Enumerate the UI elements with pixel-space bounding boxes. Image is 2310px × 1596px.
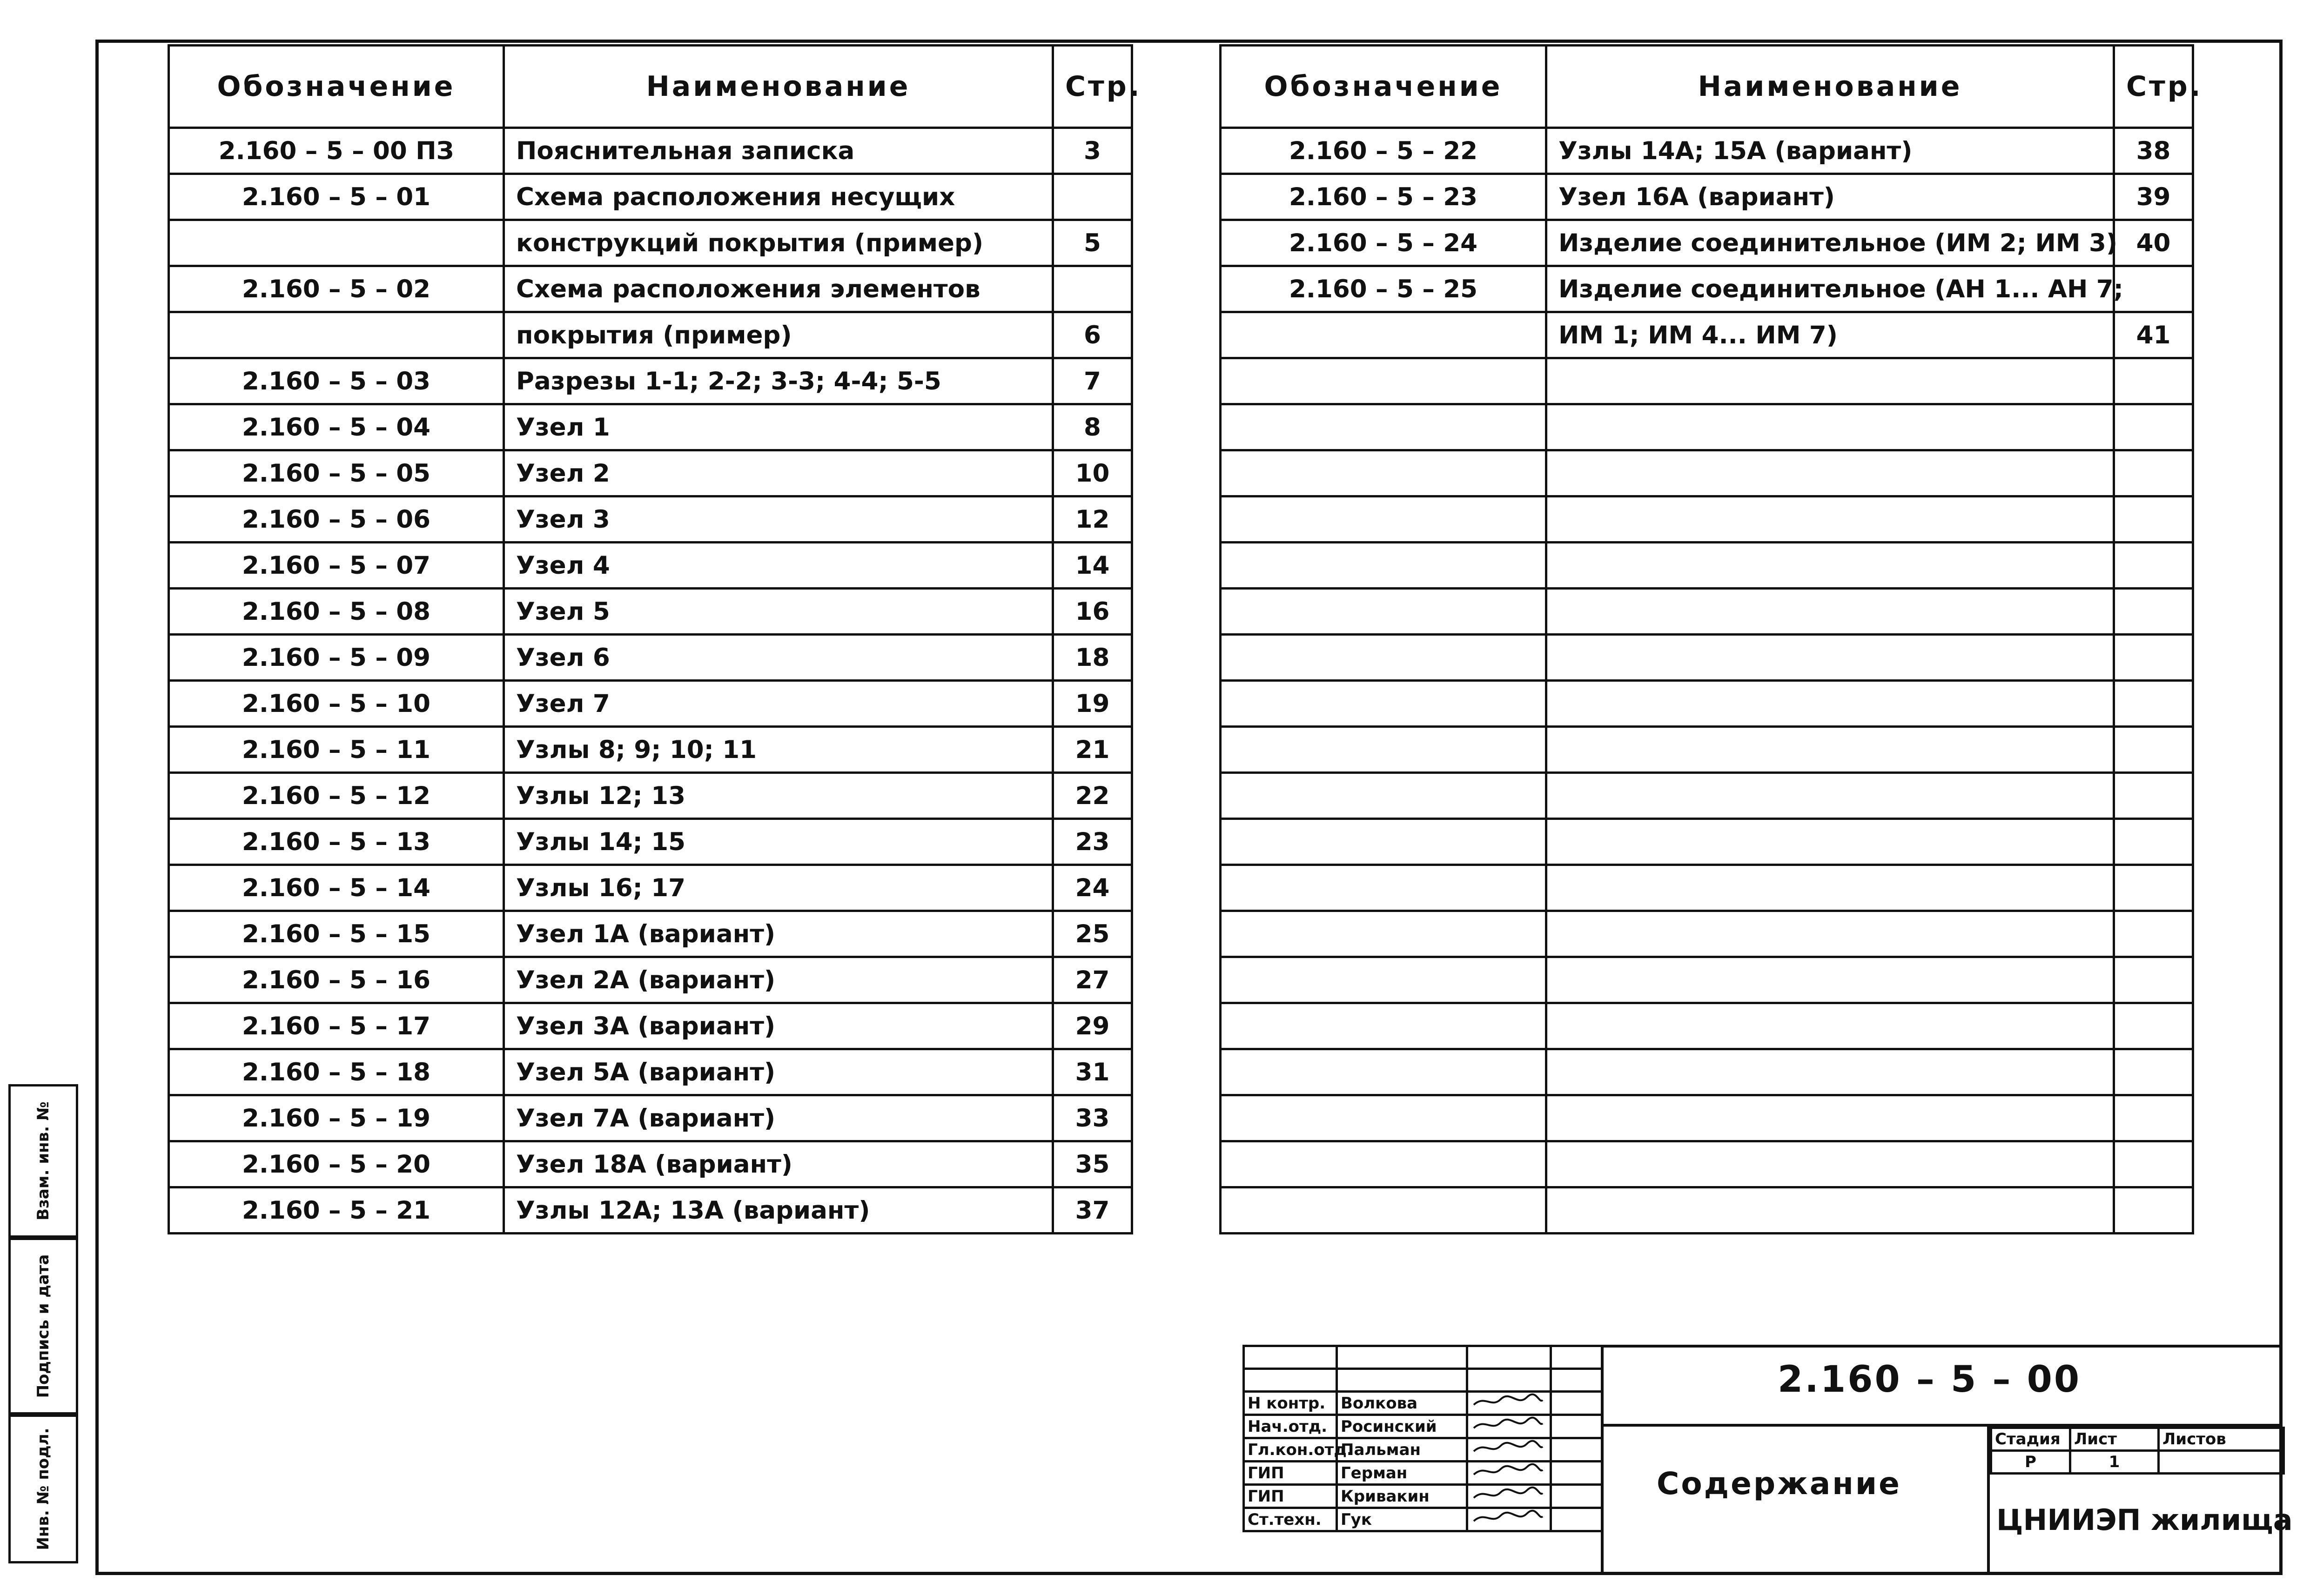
empty-row xyxy=(1221,1095,2193,1141)
row-code: 2.160 – 5 – 16 xyxy=(169,957,504,1003)
sheet-value: 1 xyxy=(2070,1451,2159,1474)
row-page: 24 xyxy=(1053,865,1132,911)
table-row xyxy=(169,496,1132,543)
empty-row xyxy=(1221,358,2193,404)
empty-row xyxy=(1221,773,2193,819)
empty-row xyxy=(1221,957,2193,1003)
document-code: 2.160 – 5 – 00 xyxy=(1778,1359,2082,1401)
row-name: Узел 2А (вариант) xyxy=(504,957,1053,1003)
signature-role: Н контр. xyxy=(1244,1392,1337,1415)
header-page: Стр. xyxy=(1053,46,1132,128)
row-page: 10 xyxy=(1053,450,1132,496)
row-name: Узел 1 xyxy=(504,404,1053,450)
row-page: 6 xyxy=(1053,312,1132,358)
signature-role: Нач.отд. xyxy=(1244,1415,1337,1438)
row-name: Пояснительная записка xyxy=(504,128,1053,174)
table-row xyxy=(169,312,1132,358)
row-page: 14 xyxy=(1053,543,1132,589)
row-page: 3 xyxy=(1053,128,1132,174)
signature-mark xyxy=(1471,1486,1545,1502)
signature-role: ГИП xyxy=(1244,1462,1337,1485)
empty-cell xyxy=(1546,727,2114,773)
empty-cell xyxy=(1546,589,2114,635)
empty-cell xyxy=(1546,1049,2114,1095)
signature-name: Гук xyxy=(1337,1508,1467,1531)
row-name: Узел 18А (вариант) xyxy=(504,1141,1053,1187)
row-code: 2.160 – 5 – 12 xyxy=(169,773,504,819)
row-code xyxy=(1221,312,1546,358)
signature-name: Росинский xyxy=(1337,1415,1467,1438)
row-page: 8 xyxy=(1053,404,1132,450)
row-page: 5 xyxy=(1053,220,1132,266)
table-row xyxy=(169,589,1132,635)
row-code: 2.160 – 5 – 14 xyxy=(169,865,504,911)
empty-cell xyxy=(1546,635,2114,681)
row-page: 35 xyxy=(1053,1141,1132,1187)
row-code: 2.160 – 5 – 23 xyxy=(1221,174,1546,220)
sheet-label: Лист xyxy=(2070,1428,2159,1451)
empty-cell xyxy=(1546,819,2114,865)
row-code: 2.160 – 5 – 13 xyxy=(169,819,504,865)
stage-value-row xyxy=(1991,1451,2284,1474)
empty-row xyxy=(1221,1003,2193,1049)
table-row xyxy=(169,819,1132,865)
empty-cell xyxy=(1221,1187,1546,1234)
empty-cell xyxy=(2114,1187,2193,1234)
signature-row xyxy=(1244,1438,1602,1462)
organization-name: ЦНИИЭП жилища xyxy=(1996,1503,2293,1537)
signature-role: Гл.кон.отд. xyxy=(1244,1438,1337,1462)
row-code: 2.160 – 5 – 22 xyxy=(1221,128,1546,174)
row-page: 27 xyxy=(1053,957,1132,1003)
row-page: 23 xyxy=(1053,819,1132,865)
empty-row xyxy=(1221,635,2193,681)
row-page: 33 xyxy=(1053,1095,1132,1141)
table-row xyxy=(169,1003,1132,1049)
table-row xyxy=(169,543,1132,589)
empty-cell xyxy=(1546,496,2114,543)
empty-cell xyxy=(1221,681,1546,727)
row-name: Узлы 14; 15 xyxy=(504,819,1053,865)
empty-row xyxy=(1221,543,2193,589)
row-code: 2.160 – 5 – 01 xyxy=(169,174,504,220)
row-name: Изделие соединительное (ИМ 2; ИМ 3) xyxy=(1546,220,2114,266)
signature-role: Ст.техн. xyxy=(1244,1508,1337,1531)
signature-role: ГИП xyxy=(1244,1485,1337,1508)
table-row xyxy=(169,220,1132,266)
signature-date xyxy=(1551,1392,1602,1415)
empty-cell xyxy=(1221,589,1546,635)
side-vzam-label: Взам. инв. № xyxy=(34,1101,53,1220)
table-row xyxy=(169,911,1132,957)
empty-cell xyxy=(1221,1141,1546,1187)
table-row xyxy=(169,957,1132,1003)
empty-cell xyxy=(2114,543,2193,589)
empty-cell xyxy=(2114,1141,2193,1187)
empty-cell xyxy=(1546,681,2114,727)
signature-row xyxy=(1244,1392,1602,1415)
empty-cell xyxy=(1221,865,1546,911)
signature-scribble xyxy=(1467,1462,1551,1485)
row-name: Узлы 12; 13 xyxy=(504,773,1053,819)
table-row xyxy=(169,635,1132,681)
table-row xyxy=(169,1095,1132,1141)
row-code: 2.160 – 5 – 02 xyxy=(169,266,504,312)
table-row xyxy=(169,404,1132,450)
row-name: Узел 1А (вариант) xyxy=(504,911,1053,957)
row-code: 2.160 – 5 – 24 xyxy=(1221,220,1546,266)
row-name: Узел 5 xyxy=(504,589,1053,635)
signature-row xyxy=(1244,1485,1602,1508)
row-code: 2.160 – 5 – 21 xyxy=(169,1187,504,1234)
empty-cell xyxy=(2114,681,2193,727)
row-page: 12 xyxy=(1053,496,1132,543)
stage-value: Р xyxy=(1991,1451,2070,1474)
empty-cell xyxy=(1221,543,1546,589)
empty-row xyxy=(1221,865,2193,911)
row-code: 2.160 – 5 – 04 xyxy=(169,404,504,450)
table-row xyxy=(169,773,1132,819)
row-page: 41 xyxy=(2114,312,2193,358)
signature-name: Волкова xyxy=(1337,1392,1467,1415)
row-name: Узлы 14А; 15А (вариант) xyxy=(1546,128,2114,174)
table-row xyxy=(169,1141,1132,1187)
row-code: 2.160 – 5 – 06 xyxy=(169,496,504,543)
empty-cell xyxy=(1221,773,1546,819)
contents-table-right xyxy=(1219,44,2203,1234)
header-name: Наименование xyxy=(504,46,1053,128)
empty-row xyxy=(1221,1141,2193,1187)
signature-name: Герман xyxy=(1337,1462,1467,1485)
row-name: Узел 5А (вариант) xyxy=(504,1049,1053,1095)
signature-grid xyxy=(1242,1345,1603,1532)
empty-cell xyxy=(1546,543,2114,589)
row-name: Узел 7 xyxy=(504,681,1053,727)
empty-row xyxy=(1221,1187,2193,1234)
row-code: 2.160 – 5 – 20 xyxy=(169,1141,504,1187)
table-row xyxy=(169,358,1132,404)
empty-cell xyxy=(1221,1003,1546,1049)
row-name: ИМ 1; ИМ 4... ИМ 7) xyxy=(1546,312,2114,358)
empty-cell xyxy=(2114,773,2193,819)
row-name: Узлы 8; 9; 10; 11 xyxy=(504,727,1053,773)
empty-cell xyxy=(2114,1003,2193,1049)
signature-date xyxy=(1551,1508,1602,1531)
table-row xyxy=(169,1049,1132,1095)
contents-table-left xyxy=(168,44,1142,1234)
signature-date xyxy=(1551,1462,1602,1485)
stage-header-row xyxy=(1991,1428,2284,1451)
empty-cell xyxy=(1221,911,1546,957)
table-row xyxy=(1221,220,2193,266)
table-header xyxy=(169,46,1132,128)
signature-date xyxy=(1551,1415,1602,1438)
signature-scribble xyxy=(1467,1485,1551,1508)
row-code: 2.160 – 5 – 17 xyxy=(169,1003,504,1049)
row-code: 2.160 – 5 – 11 xyxy=(169,727,504,773)
signature-scribble xyxy=(1467,1392,1551,1415)
row-code: 2.160 – 5 – 25 xyxy=(1221,266,1546,312)
row-name: Узел 3А (вариант) xyxy=(504,1003,1053,1049)
empty-cell xyxy=(1221,727,1546,773)
signature-date xyxy=(1551,1438,1602,1462)
header-name: Наименование xyxy=(1546,46,2114,128)
header-code: Обозначение xyxy=(169,46,504,128)
signature-mark xyxy=(1471,1439,1545,1456)
signature-row xyxy=(1244,1508,1602,1531)
table-row xyxy=(169,681,1132,727)
row-code xyxy=(169,312,504,358)
empty-cell xyxy=(2114,496,2193,543)
row-code: 2.160 – 5 – 09 xyxy=(169,635,504,681)
empty-row xyxy=(1221,496,2193,543)
table-row xyxy=(169,266,1132,312)
empty-cell xyxy=(1221,1049,1546,1095)
row-code: 2.160 – 5 – 03 xyxy=(169,358,504,404)
empty-row xyxy=(1221,727,2193,773)
signature-row xyxy=(1244,1462,1602,1485)
sheets-label: Листов xyxy=(2159,1428,2284,1451)
empty-cell xyxy=(2114,635,2193,681)
row-name: Узел 3 xyxy=(504,496,1053,543)
row-page: 18 xyxy=(1053,635,1132,681)
empty-row xyxy=(1221,450,2193,496)
signature-row xyxy=(1244,1346,1602,1369)
row-name: конструкций покрытия (пример) xyxy=(504,220,1053,266)
side-inv-cell xyxy=(8,1415,78,1563)
table-row xyxy=(1221,174,2193,220)
empty-cell xyxy=(2114,727,2193,773)
empty-cell xyxy=(1546,1187,2114,1234)
row-page: 19 xyxy=(1053,681,1132,727)
empty-cell xyxy=(1546,404,2114,450)
row-page: 25 xyxy=(1053,911,1132,957)
side-stamp xyxy=(8,1084,78,1563)
signature-scribble xyxy=(1467,1508,1551,1531)
empty-cell xyxy=(1221,819,1546,865)
empty-row xyxy=(1221,681,2193,727)
row-page: 22 xyxy=(1053,773,1132,819)
empty-row xyxy=(1221,819,2193,865)
empty-cell xyxy=(1221,404,1546,450)
row-code: 2.160 – 5 – 07 xyxy=(169,543,504,589)
header-code: Обозначение xyxy=(1221,46,1546,128)
empty-cell xyxy=(1546,358,2114,404)
signature-date xyxy=(1551,1485,1602,1508)
signature-name: Пальман xyxy=(1337,1438,1467,1462)
empty-cell xyxy=(2114,358,2193,404)
empty-cell xyxy=(1221,496,1546,543)
empty-cell xyxy=(1546,865,2114,911)
empty-cell xyxy=(2114,404,2193,450)
signature-scribble xyxy=(1467,1438,1551,1462)
table-row xyxy=(169,174,1132,220)
empty-row xyxy=(1221,1049,2193,1095)
row-name: Схема расположения несущих xyxy=(504,174,1053,220)
table-row xyxy=(169,450,1132,496)
row-name: Узел 4 xyxy=(504,543,1053,589)
empty-cell xyxy=(2114,589,2193,635)
empty-cell xyxy=(2114,865,2193,911)
row-page xyxy=(1053,266,1132,312)
empty-cell xyxy=(1221,635,1546,681)
row-code: 2.160 – 5 – 15 xyxy=(169,911,504,957)
row-page xyxy=(1053,174,1132,220)
signature-mark xyxy=(1471,1416,1545,1433)
empty-cell xyxy=(1221,450,1546,496)
row-page xyxy=(2114,266,2193,312)
signature-row xyxy=(1244,1369,1602,1392)
table-row xyxy=(169,727,1132,773)
row-page: 31 xyxy=(1053,1049,1132,1095)
row-name: Узел 2 xyxy=(504,450,1053,496)
signature-mark xyxy=(1471,1393,1545,1409)
table-row xyxy=(169,1187,1132,1234)
empty-cell xyxy=(1221,1095,1546,1141)
row-name: Узлы 12А; 13А (вариант) xyxy=(504,1187,1053,1234)
stage-table xyxy=(1990,1427,2285,1475)
signature-row xyxy=(1244,1415,1602,1438)
signature-mark xyxy=(1471,1509,1545,1526)
empty-cell xyxy=(1546,1003,2114,1049)
row-name: Разрезы 1-1; 2-2; 3-3; 4-4; 5-5 xyxy=(504,358,1053,404)
empty-cell xyxy=(2114,957,2193,1003)
empty-cell xyxy=(1546,911,2114,957)
row-page: 21 xyxy=(1053,727,1132,773)
empty-cell xyxy=(1221,358,1546,404)
row-name: Узел 16А (вариант) xyxy=(1546,174,2114,220)
empty-cell xyxy=(2114,911,2193,957)
row-code: 2.160 – 5 – 08 xyxy=(169,589,504,635)
empty-cell xyxy=(1546,1141,2114,1187)
empty-row xyxy=(1221,404,2193,450)
empty-cell xyxy=(1546,773,2114,819)
row-page: 40 xyxy=(2114,220,2193,266)
table-row xyxy=(169,865,1132,911)
empty-cell xyxy=(2114,1049,2193,1095)
side-inv-label: Инв. № подл. xyxy=(34,1428,53,1550)
empty-cell xyxy=(1546,957,2114,1003)
document-title: Содержание xyxy=(1657,1466,1901,1502)
row-name: Схема расположения элементов xyxy=(504,266,1053,312)
empty-cell xyxy=(2114,1095,2193,1141)
row-page: 7 xyxy=(1053,358,1132,404)
row-page: 39 xyxy=(2114,174,2193,220)
empty-cell xyxy=(1546,1095,2114,1141)
table-row xyxy=(1221,266,2193,312)
row-code: 2.160 – 5 – 05 xyxy=(169,450,504,496)
empty-cell xyxy=(1221,957,1546,1003)
header-page: Стр. xyxy=(2114,46,2193,128)
signature-name: Кривакин xyxy=(1337,1485,1467,1508)
table-row xyxy=(169,128,1132,174)
row-page: 29 xyxy=(1053,1003,1132,1049)
row-page: 16 xyxy=(1053,589,1132,635)
row-code: 2.160 – 5 – 18 xyxy=(169,1049,504,1095)
row-page: 38 xyxy=(2114,128,2193,174)
row-name: покрытия (пример) xyxy=(504,312,1053,358)
table-row xyxy=(1221,312,2193,358)
row-code: 2.160 – 5 – 19 xyxy=(169,1095,504,1141)
sheets-value xyxy=(2159,1451,2284,1474)
row-name: Узел 6 xyxy=(504,635,1053,681)
side-vzam-cell xyxy=(8,1084,78,1238)
row-code xyxy=(169,220,504,266)
table-header xyxy=(1221,46,2193,128)
empty-row xyxy=(1221,911,2193,957)
empty-cell xyxy=(1546,450,2114,496)
stage-label: Стадия xyxy=(1991,1428,2070,1451)
side-sign-label: Подпись и дата xyxy=(34,1254,53,1398)
empty-cell xyxy=(2114,819,2193,865)
empty-cell xyxy=(2114,450,2193,496)
row-code: 2.160 – 5 – 10 xyxy=(169,681,504,727)
row-name: Узел 7А (вариант) xyxy=(504,1095,1053,1141)
table-row xyxy=(1221,128,2193,174)
row-code: 2.160 – 5 – 00 ПЗ xyxy=(169,128,504,174)
side-sign-cell xyxy=(8,1238,78,1415)
signature-scribble xyxy=(1467,1415,1551,1438)
row-page: 37 xyxy=(1053,1187,1132,1234)
row-name: Изделие соединительное (АН 1... АН 7; xyxy=(1546,266,2114,312)
signature-mark xyxy=(1471,1462,1545,1479)
empty-row xyxy=(1221,589,2193,635)
row-name: Узлы 16; 17 xyxy=(504,865,1053,911)
